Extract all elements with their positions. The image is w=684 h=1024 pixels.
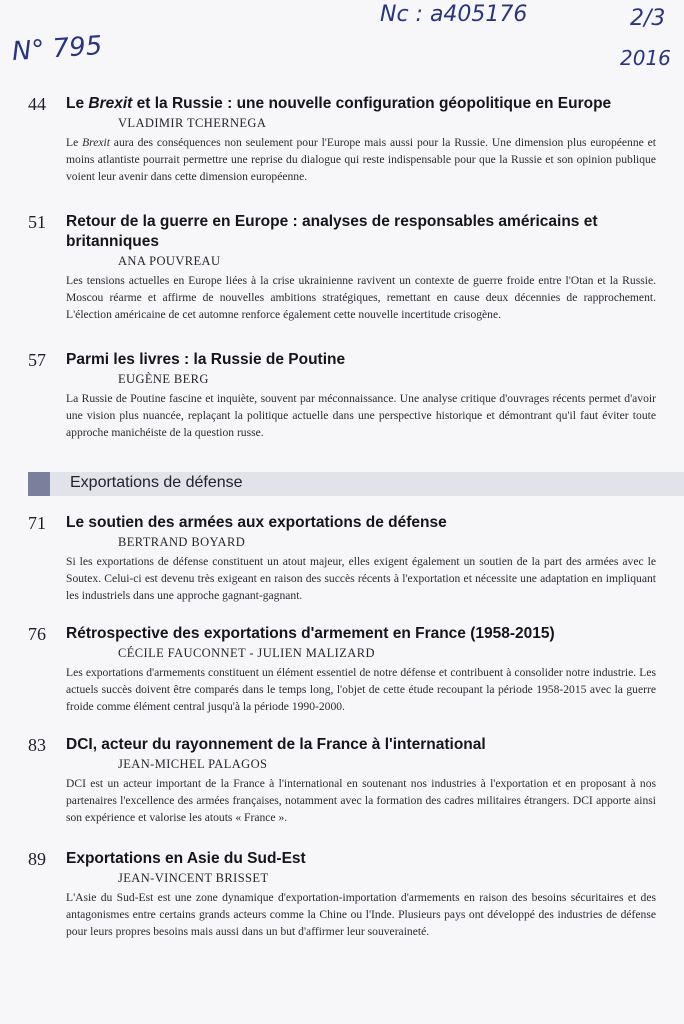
toc-entry: [28, 94, 658, 185]
article-title[interactable]: DCI, acteur du rayonnement de la France à l'international: [66, 736, 486, 753]
article-author: JEAN-MICHEL PALAGOS: [118, 757, 268, 771]
article-author: VLADIMIR TCHERNEGA: [118, 116, 267, 130]
title-rest: et la Russie : une nouvelle configuration géopolitique en Europe: [132, 95, 612, 112]
handwritten-year: 2016: [620, 46, 671, 70]
page-number: 71: [28, 513, 46, 533]
section-marker: [28, 472, 50, 496]
handwritten-issue-number: N° 795: [11, 30, 104, 68]
section-title: Exportations de défense: [70, 474, 243, 491]
title-prefix: Le: [66, 95, 89, 112]
article-author: ANA POUVREAU: [118, 254, 221, 268]
article-summary: DCI est un acteur important de la France à l'international en soutenant nos industries à l'exportation et en proposant à nos partenaires l'excellence des armées françaises, notamment avec la formation des cadres militaires étrangers. DCI apporte ainsi son expérience et valorise les atouts « France ».: [66, 777, 656, 824]
article-title[interactable]: Rétrospective des exportations d'armement en France (1958-2015): [66, 625, 555, 642]
page-number: 51: [28, 212, 46, 232]
toc-entry: [28, 849, 658, 940]
page-number: 44: [28, 94, 46, 114]
article-title[interactable]: Parmi les livres : la Russie de Poutine: [66, 351, 346, 368]
article-title[interactable]: [66, 94, 658, 114]
page-number: 76: [28, 624, 46, 644]
summary-rest: aura des conséquences non seulement pour l'Europe mais aussi pour la Russie. Une dimension plus européenne et moins atlantiste pourrait permettre une reprise du dialogue qui reste indispensable pour que la Russie et son opinion publique voient leur avenir dans cette dimension européenne.: [66, 136, 656, 183]
toc-entry: [28, 212, 658, 323]
page-number: 89: [28, 849, 46, 869]
handwritten-catalog-number: Nc : a405176: [380, 2, 528, 27]
article-author: CÉCILE FAUCONNET - JULIEN MALIZARD: [118, 646, 375, 660]
page-number: 57: [28, 350, 46, 370]
toc-entry: [28, 513, 658, 604]
summary-emphasis: Brexit: [82, 136, 110, 149]
article-summary: Si les exportations de défense constituent un atout majeur, elles exigent également un soutien de la part des armées avec le Soutex. Celui-ci est devenu très exigeant en raison des succès récents à l'exportation et nécessite une adaptation en impliquant les industriels dans une approche gagnant-gagnant.: [66, 555, 656, 602]
handwritten-fraction: 2/3: [630, 6, 666, 31]
toc-entry: [28, 735, 658, 826]
article-title[interactable]: Retour de la guerre en Europe : analyses de responsables américains et britanniques: [66, 213, 598, 250]
toc-entry: [28, 624, 658, 715]
page-number: 83: [28, 735, 46, 755]
article-title[interactable]: Le soutien des armées aux exportations de défense: [66, 514, 447, 531]
article-summary: Les tensions actuelles en Europe liées à la crise ukrainienne ravivent un contexte de guerre froide entre l'Otan et la Russie. Moscou réarme et affirme de nouvelles ambitions stratégiques, remettant en cause deux décennies de rapprochement. L'élection américaine de cet automne renforce également cette nouvelle incertitude crisogène.: [66, 274, 656, 321]
article-author: BERTRAND BOYARD: [118, 535, 246, 549]
article-author: JEAN-VINCENT BRISSET: [118, 871, 269, 885]
article-summary: L'Asie du Sud-Est est une zone dynamique d'exportation-importation d'armements en raison des besoins sécuritaires et des antagonismes entre certains grands acteurs comme la Chine ou l'Inde. Plusieurs pays ont développé des industries de défense pour leurs propres besoins mais aussi dans un but d'affirmer leur souveraineté.: [66, 891, 656, 938]
title-emphasis: Brexit: [88, 95, 133, 112]
article-summary: La Russie de Poutine fascine et inquiète, souvent par méconnaissance. Une analyse critique d'ouvrages récents permet d'avoir une vision plus nuancée, replaçant la politique actuelle dans une perspective historique et démontrant qu'il faut éviter toute approche manichéiste de la question russe.: [66, 392, 656, 439]
summary-prefix: Le: [66, 136, 83, 149]
article-title[interactable]: Exportations en Asie du Sud-Est: [66, 850, 306, 867]
toc-entry: [28, 350, 658, 441]
article-summary: Les exportations d'armements constituent un élément essentiel de notre défense et contribuent à consolider notre industrie. Les actuels succès doivent être comparés dans le temps long, l'objet de cette étude recoupant la période 1958-2015 avec la guerre froide comme élément central jusqu'à la période 1990-2000.: [66, 666, 656, 713]
article-summary: [66, 134, 656, 185]
article-author: EUGÈNE BERG: [118, 372, 209, 386]
section-header: [28, 472, 684, 496]
